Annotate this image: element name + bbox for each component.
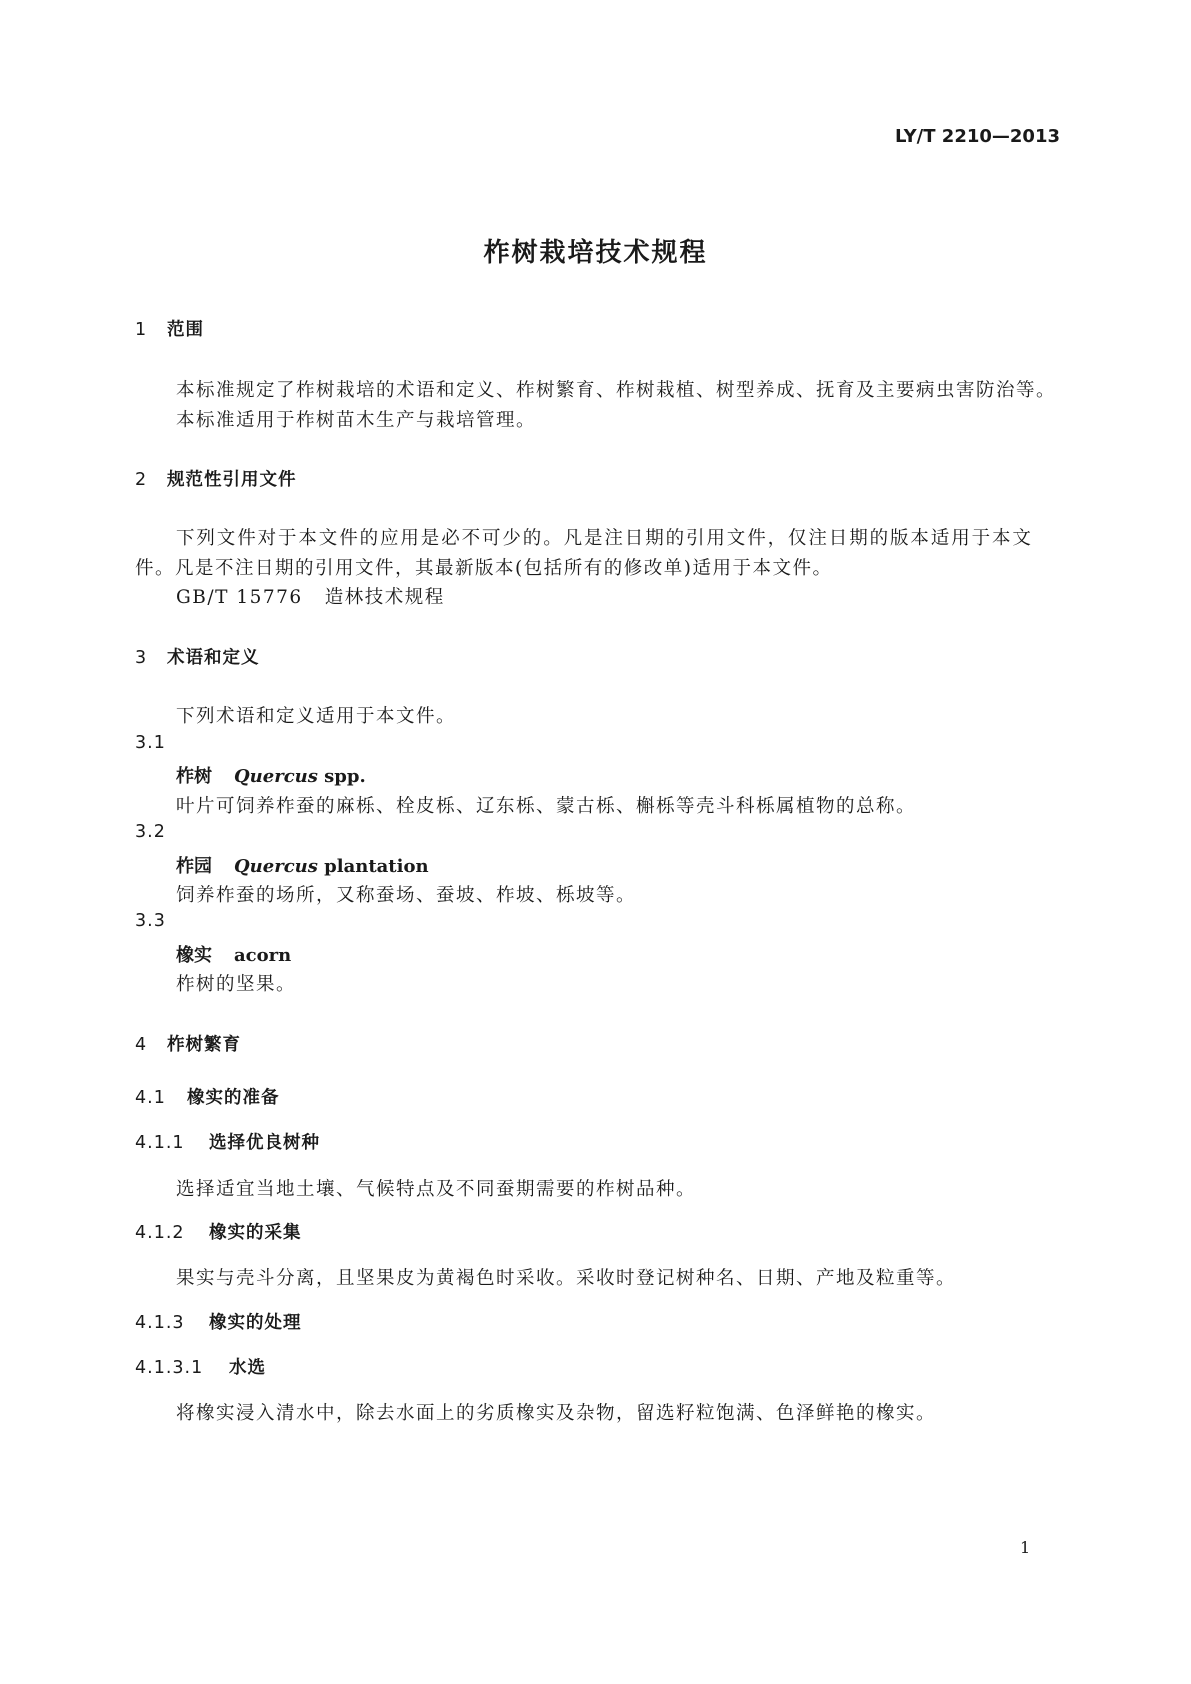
- paragraph: 下列术语和定义适用于本文件。: [176, 706, 457, 727]
- term-zh: 柞园: [176, 856, 212, 877]
- page-number: 1: [1020, 1538, 1031, 1557]
- term-definition: 叶片可饲养柞蚕的麻栎、栓皮栎、辽东栎、蒙古栎、槲栎等壳斗科栎属植物的总称。: [176, 796, 917, 817]
- paragraph: 本标准适用于柞树苗木生产与栽培管理。: [176, 410, 537, 431]
- section-1-heading: [135, 316, 204, 341]
- section-title: 范围: [167, 320, 204, 340]
- section-title: 橡实的采集: [209, 1223, 302, 1243]
- term-number: 3.3: [135, 911, 166, 931]
- subsection-4-1-1-heading: [135, 1129, 320, 1154]
- term-entry: [176, 941, 291, 967]
- section-number: 1: [135, 320, 148, 340]
- paragraph: 果实与壳斗分离，且坚果皮为黄褐色时采收。采收时登记树种名、日期、产地及粒重等。: [176, 1268, 957, 1289]
- section-title: 选择优良树种: [209, 1133, 320, 1153]
- section-title: 水选: [229, 1358, 266, 1378]
- section-title: 橡实的处理: [209, 1313, 302, 1333]
- section-title: 柞树繁育: [167, 1035, 241, 1055]
- section-4-heading: [135, 1031, 241, 1056]
- term-zh: 橡实: [176, 945, 212, 966]
- paragraph: 件。凡是不注日期的引用文件，其最新版本(包括所有的修改单)适用于本文件。: [135, 558, 833, 579]
- reference-code: GB/T 15776: [176, 587, 303, 608]
- section-number: 4.1.3: [135, 1313, 185, 1333]
- section-2-heading: [135, 466, 297, 491]
- paragraph: 将橡实浸入清水中，除去水面上的劣质橡实及杂物，留选籽粒饱满、色泽鲜艳的橡实。: [176, 1403, 937, 1424]
- term-en: Quercus plantation: [234, 856, 429, 877]
- document-title: 柞树栽培技术规程: [483, 238, 708, 268]
- term-zh: 柞树: [176, 766, 212, 787]
- term-en: Quercus spp.: [234, 766, 366, 787]
- term-definition: 柞树的坚果。: [176, 974, 297, 995]
- section-3-heading: [135, 644, 260, 669]
- section-number: 4.1: [135, 1088, 166, 1108]
- section-number: 4.1.2: [135, 1223, 185, 1243]
- reference-entry: [176, 583, 445, 609]
- paragraph: 本标准规定了柞树栽培的术语和定义、柞树繁育、柞树栽植、树型养成、抚育及主要病虫害防治等。: [176, 380, 1057, 401]
- section-number: 4.1.1: [135, 1133, 185, 1153]
- section-title: 术语和定义: [167, 648, 260, 668]
- term-number: 3.2: [135, 822, 166, 842]
- standard-code: LY/T 2210—2013: [894, 126, 1060, 147]
- term-number: 3.1: [135, 733, 166, 753]
- term-entry: [176, 852, 429, 878]
- section-title: 规范性引用文件: [167, 470, 297, 490]
- subsection-4-1-3-1-heading: [135, 1354, 266, 1379]
- section-number: 3: [135, 648, 148, 668]
- term-en: acorn: [234, 945, 292, 966]
- section-number: 4.1.3.1: [135, 1358, 204, 1378]
- term-definition: 饲养柞蚕的场所，又称蚕场、蚕坡、柞坡、栎坡等。: [176, 885, 637, 906]
- section-number: 2: [135, 470, 148, 490]
- term-entry: [176, 762, 366, 788]
- reference-title: 造林技术规程: [324, 587, 445, 608]
- subsection-4-1-2-heading: [135, 1219, 302, 1244]
- section-title: 橡实的准备: [187, 1088, 280, 1108]
- paragraph: 下列文件对于本文件的应用是必不可少的。凡是注日期的引用文件，仅注日期的版本适用于本文: [176, 528, 1033, 549]
- paragraph: 选择适宜当地土壤、气候特点及不同蚕期需要的柞树品种。: [176, 1179, 697, 1200]
- subsection-4-1-3-heading: [135, 1309, 302, 1334]
- section-number: 4: [135, 1035, 148, 1055]
- subsection-4-1-heading: [135, 1084, 280, 1109]
